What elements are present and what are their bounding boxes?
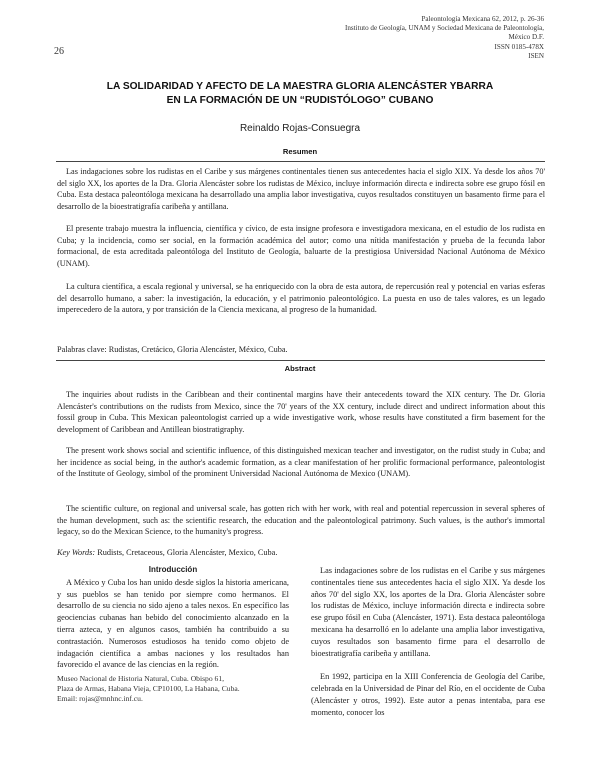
intro-heading: Introducción xyxy=(148,565,198,574)
page-number: 26 xyxy=(54,46,64,57)
journal-header xyxy=(224,15,544,61)
isen-line: ISEN xyxy=(528,51,544,60)
abstract-keywords xyxy=(57,547,545,559)
abstract-rule xyxy=(56,360,545,361)
resumen-keywords: Palabras clave: Rudistas, Cretácico, Gloria Alencáster, México, Cuba. xyxy=(57,345,288,354)
intro-right-paragraph-1: Las indagaciones sobre de los rudistas en el Caribe y sus márgenes continentales tiene sus antecedentes hacia el siglo XIX. Ya desde los años 70' del siglo XX, los aportes de la Dra. Gloria Alencáster sobre los rudistas de México, incluye información directa e indirecta sobre ese grupo fósil en Cuba (Alencáster, 1971). Esta destaca paleontóloga mexicana ha desarrolló en lo adelante una amplia labor investigativa, cuyos resultados son basamento firme para el desarrollo de bioestratigrafía caribeña y antillana. xyxy=(311,566,545,658)
intro-left-paragraph: A México y Cuba los han unido desde siglos la historia americana, y sus pueblos se han tenido por siempre como hermanos. El desarrollo de su ciencia no sido ajeno a tales nexos. En específico las geociencias cubanas han bebido del conocimiento alcanzado en la tierra azteca, y en algunos casos, también ha contribuido a su contrastación. Numerosos estudiosos ha tenido como objeto de indagación científica a ambas naciones y los resultados han favorecido el avance de las ciencias en la región. xyxy=(57,577,289,670)
resumen-heading: Resumen xyxy=(282,147,318,156)
author-name: Reinaldo Rojas-Consuegra xyxy=(239,123,361,134)
title-line-1: LA SOLIDARIDAD Y AFECTO DE LA MAESTRA GLORIA ALENCÁSTER YBARRA xyxy=(106,81,494,92)
resumen-rule xyxy=(56,161,545,162)
affiliation-line-3: Email: rojas@mnhnc.inf.cu. xyxy=(57,694,143,704)
resumen-paragraph-1: Las indagaciones sobre los rudistas en el Caribe y sus márgenes continentales tienen sus antecedentes hacia el siglo XIX. Ya desde los años 70' del siglo XX, los aportes de la Dra. Gloria Alencáster sobre los rudistas de México, incluye información directa e indirecta sobre ese grupo fósil en Cuba. Esta destaca paleontóloga mexicana ha desarrollado una amplia labor investigativa, cuyos resultados constituyen un basamento firme para el desarrollo de la bioestratigrafía caribeña y antillana. xyxy=(57,167,545,211)
abstract-paragraph-1: The inquiries about rudists in the Caribbean and their continental margins have their antecedents toward the XIX century. The Dr. Gloria Alencáster's contributions on the rudists from Mexico, since the 70' years of the XX century, include direct and undirect information about this fossil group in Cuba. This Mexican paleontologist carried up a wide investigative work, whose results have constituted a firm basement for the development of Caribbean and Antillean biostratigraphy. xyxy=(57,390,545,434)
abstract-heading: Abstract xyxy=(284,364,316,373)
issn-line: ISSN 0185-478X xyxy=(494,42,544,51)
title-line-2: EN LA FORMACIÓN DE UN “RUDISTÓLOGO” CUBANO xyxy=(166,95,434,106)
keywords-label: Key Words: xyxy=(57,548,96,557)
affiliation-line-1: Museo Nacional de Historia Natural, Cuba. Obispo 61, xyxy=(57,674,225,684)
abstract-paragraph-3: The scientific culture, on regional and universal scale, has gotten rich with her work, with real and potential repercussion in several spheres of the human development, such as: the scientific research, the education and the paleontological patrimony. Such values, is the author's immortal legacy, so do the Mexican Science, to the humanity's progress. xyxy=(57,504,545,537)
author-affiliation xyxy=(57,674,289,704)
intro-right-paragraph-2: En 1992, participa en la XIII Conferencia de Geología del Caribe, celebrada en la Universidad de Pinar del Río, en el occidente de Cuba (Alencáster y otros, 1992). Este autor a penas intentaba, para ese momento, conocer los xyxy=(311,672,545,717)
journal-citation: Paleontología Mexicana 62, 2012, p. 26-36 xyxy=(421,15,544,23)
abstract-paragraph-2: The present work shows social and scientific influence, of this distinguished mexican teacher and investigator, on the rudist study in Cuba; and her incidence as social being, in the author's academic formation, as a clear manifestation of her prolific formacional performance, paleontologist of the Institute of Geology, simbol of the prominent Universidad Nacional Autónoma de Mexico (UNAM). xyxy=(57,446,545,479)
affiliation-line-2: Plaza de Armas, Habana Vieja, CP10100, La Habana, Cuba. xyxy=(57,684,240,694)
city-line: México D.F. xyxy=(508,33,544,42)
keywords-text: Rudists, Cretaceous, Gloria Alencáster, Mexico, Cuba. xyxy=(95,548,278,557)
publisher-line: Instituto de Geología, UNAM y Sociedad Mexicana de Paleontología, xyxy=(345,24,544,33)
article-title xyxy=(40,80,560,108)
resumen-paragraph-2: El presente trabajo muestra la influencia, científica y cívico, de esta insigne profesora e investigadora mexicana, en el estudio de los rudista en Cuba; y la incidencia, como ser social, en la formación académica del autor; como una nítida manifestación y prueba de la fecunda labor formacional, de esta acreditada paleontóloga del Instituto de Geología, baluarte de la prestigiosa Universidad Nacional Autónoma de México (UNAM). xyxy=(57,224,545,268)
right-column xyxy=(311,565,545,719)
resumen-paragraph-3: La cultura científica, a escala regional y universal, se ha enriquecido con la obra de esta autora, de repercusión real y potencial en varias esferas del desarrollo humano, a saber: la investigación, la educación, y el patrimonio paleontológico. La puesta en uso de tales valores, es un legado imperecedero de la autora, y por transición de la Ciencia mexicana, al progreso de la humanidad. xyxy=(57,282,545,315)
left-column xyxy=(57,564,289,704)
